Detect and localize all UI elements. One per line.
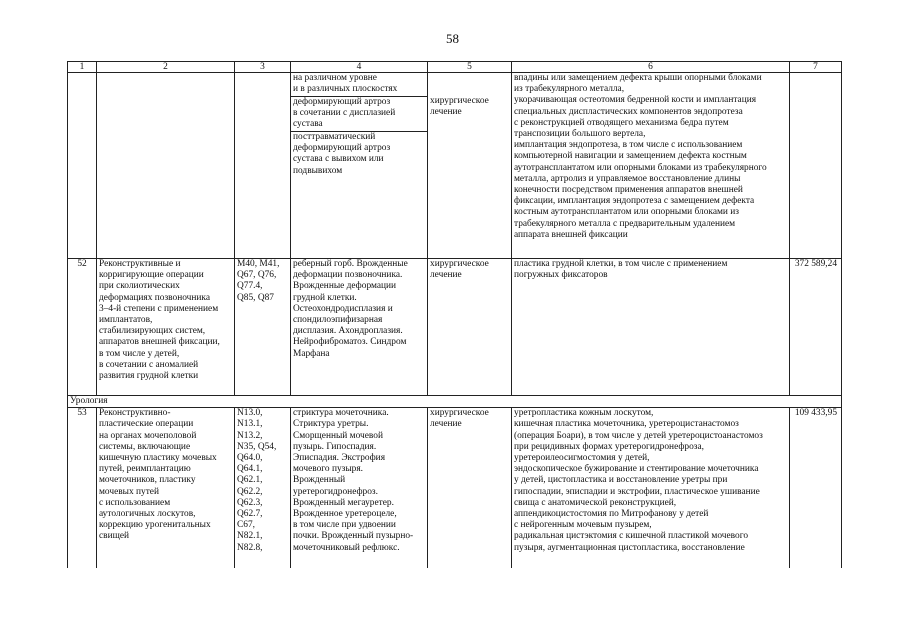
cont-name-cell [97, 73, 235, 259]
cont-num-cell [68, 73, 97, 259]
row-price: 372 589,24 [790, 259, 842, 396]
header-row [68, 62, 842, 73]
cont-treatment-1 [430, 73, 509, 96]
row-number: 52 [68, 259, 97, 396]
header-col-1: 1 [68, 62, 97, 73]
cont-treatment-2: хирургическое лечение [430, 96, 489, 118]
section-title: Урология [68, 396, 842, 408]
header-col-5: 5 [428, 62, 512, 73]
row-method: пластика грудной клетки, в том числе с применением погружных фиксаторов [512, 259, 790, 396]
row-treatment: хирургическое лечение [428, 408, 512, 568]
cont-diagnosis-1: на различном уровне и в различных плоскостях [293, 73, 398, 95]
cont-method-cell: впадины или замещением дефекта крыши опорными блоками из трабекулярного металла, укорачивающая остеотомия бедренной кости и имплантация специальных диспластических компонентов эндопротеза с реконструкцией отводящего механизма бедра путем транспозиции большого вертела, имплантация эндопротеза, в том числе с использованием компьютерной навигации и замещением дефекта костным аутотрансплантатом или опорными блоками из трабекулярного металла, артролиз и управляемое восстановление длины конечности посредством применения аппаратов внешней фиксации, имплантация эндопротеза с замещением дефекта костным аутотрансплантатом или опорными блоками из трабекулярного металла с предварительным удалением аппарата внешней фиксации [512, 73, 790, 259]
section-row [68, 396, 842, 408]
table-row [68, 259, 842, 396]
page-number: 58 [446, 31, 459, 46]
cont-diagnosis-cell [291, 73, 428, 259]
table-row [68, 408, 842, 568]
header-col-7: 7 [790, 62, 842, 73]
header-col-3: 3 [235, 62, 291, 73]
cont-diagnosis-3: посттравматический деформирующий артроз сустава с вывихом или подвывихом [291, 131, 427, 177]
row-price: 109 433,95 [790, 408, 842, 568]
header-col-4: 4 [291, 62, 428, 73]
cont-treatment-cell [428, 73, 512, 259]
row-diagnosis: реберный горб. Врожденные деформации позвоночника. Врожденные деформации грудной клетки. Остеохондродисплазия и спондилоэпифизарная дисплазия. Ахондроплазия. Нейрофиброматоз. Синдром Марфана [291, 259, 428, 396]
continuation-row [68, 73, 842, 259]
row-method: уретропластика кожным лоскутом, кишечная пластика мочеточника, уретероцистанастомоз (операция Боари), в том числе у детей уретероцистоанастомоз при рецидивных формах уретерогидронефроза, уретероилеосигмостомия у детей, эндоскопическое бужирование и стентирование мочеточника у детей, цистопластика и восстановление уретры при гипоспадии, эписпадии и экстрофии, пластическое ушивание свища с анатомической реконструкцией, аппендикоцистостомия по Митрофанову у детей с нейрогенным мочевым пузырем, радикальная цистэктомия с кишечной пластикой мочевого пузыря, аугментационная цистопластика, восстановление [512, 408, 790, 568]
row-codes: M40, M41, Q67, Q76, Q77.4, Q85, Q87 [235, 259, 291, 396]
row-codes: N13.0, N13.1, N13.2, N35, Q54, Q64.0, Q64.1, Q62.1, Q62.2, Q62.3, Q62.7, C67, N82.1, N82.8, [235, 408, 291, 568]
row-diagnosis: стриктура мочеточника. Стриктура уретры. Сморщенный мочевой пузырь. Гипоспадия. Эписпадия. Экстрофия мочевого пузыря. Врожденный уретерогидронефроз. Врожденный мегауретер. Врожденное уретероцеле, в том числе при удвоении почки. Врожденный пузырно- мочеточниковый рефлюкс. [291, 408, 428, 568]
row-name: Реконструктивно- пластические операции на органах мочеполовой системы, включающие кишечную пластику мочевых путей, реимплантацию мочеточников, пластику мочевых путей с использованием аутологичных лоскутов, коррекцию урогенитальных свищей [97, 408, 235, 568]
row-name: Реконструктивные и корригирующие операции при сколиотических деформациях позвоночника 3–4-й степени с применением имплантатов, стабилизирующих систем, аппаратов внешней фиксации, в том числе у детей, в сочетании с аномалией развития грудной клетки [97, 259, 235, 396]
cont-codes-cell [235, 73, 291, 259]
header-col-2: 2 [97, 62, 235, 73]
treatment-table [67, 61, 842, 568]
row-treatment: хирургическое лечение [428, 259, 512, 396]
cont-diagnosis-2: деформирующий артроз в сочетании с дисплазией сустава [291, 96, 427, 131]
row-number: 53 [68, 408, 97, 568]
header-col-6: 6 [512, 62, 790, 73]
cont-price-cell [790, 73, 842, 259]
